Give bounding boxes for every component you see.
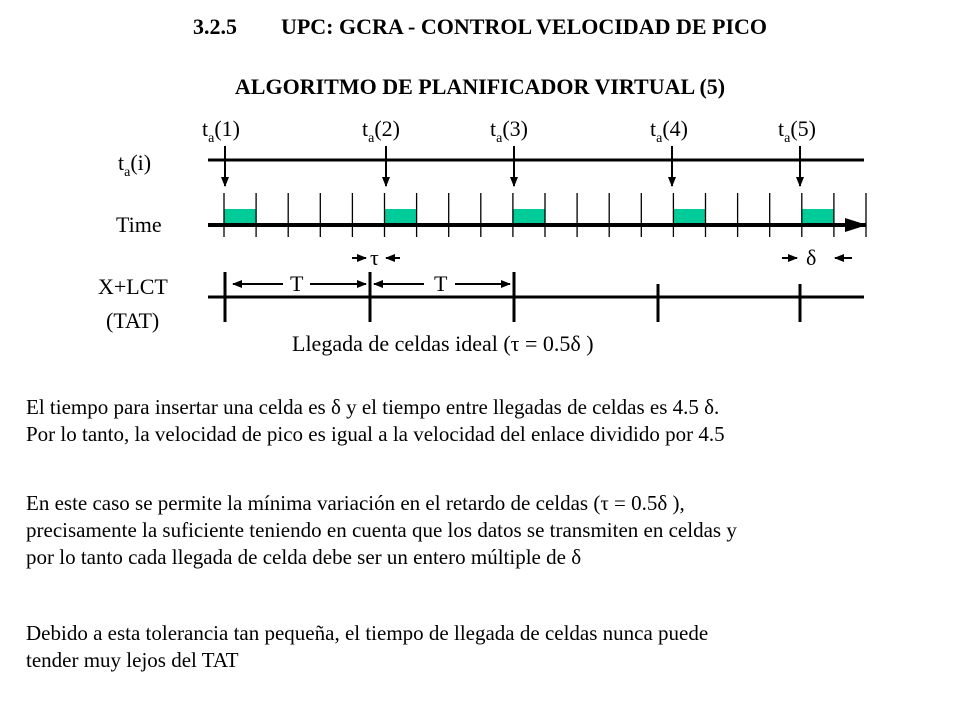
cell-4 <box>673 209 705 223</box>
arrival-label-5: $t_a(5)$ <box>778 116 816 146</box>
arrival-labels <box>202 116 816 146</box>
T-interval-1 <box>233 271 366 296</box>
arrival-label-1: $t_a(1)$ <box>202 116 240 146</box>
T-interval-2 <box>374 271 510 296</box>
time-axis <box>208 193 866 237</box>
arrival-label-2: $t_a(2)$ <box>362 116 400 146</box>
T-label-2: T <box>434 271 448 296</box>
time-row-label: Time <box>116 212 162 237</box>
delta-marker <box>782 245 852 270</box>
T-label-1: T <box>290 271 304 296</box>
section-title: UPC: GCRA - CONTROL VELOCIDAD DE PICO <box>280 14 768 39</box>
cell-2 <box>385 209 417 223</box>
paragraph-line: El tiempo para insertar una celda es δ y el tiempo entre llegadas de celdas es 4.5 δ. <box>26 395 720 419</box>
cell-5 <box>802 209 834 223</box>
arrival-arrows <box>225 146 800 186</box>
page-subtitle: ALGORITMO DE PLANIFICADOR VIRTUAL (5) <box>234 74 726 99</box>
paragraph-line: Por lo tanto, la velocidad de pico es igual a la velocidad del enlace dividido por 4.5 <box>26 422 725 446</box>
paragraph-line: tender muy lejos del TAT <box>26 648 239 672</box>
paragraph-line: precisamente la suficiente teniendo en cuenta que los datos se transmiten en celdas y <box>26 518 737 542</box>
delta-symbol: δ <box>806 245 817 270</box>
paragraph-line: Debido a esta tolerancia tan pequeña, el tiempo de llegada de celdas nunca puede <box>26 621 709 645</box>
tat-row-label-line2: (TAT) <box>106 308 160 333</box>
section-number: 3.2.5 <box>192 14 237 39</box>
tau-marker <box>352 245 400 270</box>
cell-1 <box>224 209 256 223</box>
paragraph-3 <box>26 620 946 674</box>
cell-3 <box>513 209 545 223</box>
diagram-caption: Llegada de celdas ideal (τ = 0.5δ ) <box>292 331 594 356</box>
tat-row-label-line1: X+LCT <box>98 274 168 299</box>
paragraph-1 <box>26 394 946 448</box>
arrival-label-4: $t_a(4)$ <box>650 116 688 146</box>
arrivals-row-label: $t_a(i)$ <box>118 150 152 180</box>
arrival-label-3: $t_a(3)$ <box>490 116 528 146</box>
paragraph-line: por lo tanto cada llegada de celda debe ser un entero múltiple de δ <box>26 545 582 569</box>
paragraph-2 <box>26 490 946 571</box>
paragraph-line: En este caso se permite la mínima variación en el retardo de celdas (τ = 0.5δ ), <box>26 491 685 515</box>
tau-symbol: τ <box>370 245 379 270</box>
